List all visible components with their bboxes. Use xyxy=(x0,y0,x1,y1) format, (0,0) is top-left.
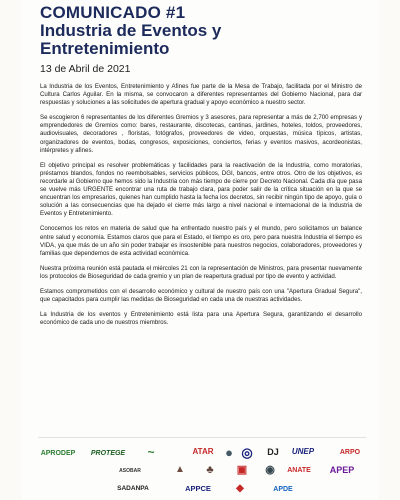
logo-dj: DJ xyxy=(267,446,279,457)
logo-diamond: ◆ xyxy=(236,483,244,494)
paragraph: Conocemos los retos en materia de salud que ha enfrentado nuestro país y el mundo, pero solicitamos un balance entre salud y economía. Estamos claros que para el Estado, el tiempo es oro, pero para nuestra Industria el tiempo es VIDA, ya que más de un año sin poder trabajar es insostenible para nuestros negocios, colaboradores, proveedores y familias que dependemos de esta actividad económica. xyxy=(40,225,362,257)
document-title: COMUNICADO #1 xyxy=(40,3,186,22)
logo-circle: ◉ xyxy=(265,463,275,476)
logo-aprodep: APRODEP xyxy=(40,449,76,457)
document-subtitle-line2: Entretenimiento xyxy=(40,39,170,58)
logo-unep: UNEP xyxy=(291,447,315,456)
logo-mark: ~ xyxy=(147,445,155,459)
paragraph: El objetivo principal es resolver problemáticas y facilidades para la reactivación de la Industria, como moratorias, préstamos blandos, fondos no reembolsables, servicios públicos, DGI, bancos, entre otros. Otro de los objetivos, es recordarle al Gobierno que hemos sido la Industria con más tiempo de cierre por Decreto Nacional. Cada día que pasa se vuelve más URGENTE encontrar una ruta de trabajo clara, para poder salir de la crítica situación en la que se encuentran los empresarios, quienes han cumplido hasta la fecha los decretos, sin recibir ningún tipo de apoyo, guía o solución a las consecuencias que ha dejado el cierre más largo a nivel nacional e internacional de la Industria de Eventos y Entretenimiento. xyxy=(40,161,362,218)
paragraph: Estamos comprometidos con el desarrollo económico y cultural de nuestro país con una "Apertura Gradual Segura", que capacitados para cumplir las medidas de Bioseguridad en cada una de nuestras actividades. xyxy=(40,287,362,304)
logo-triangle: ▲ xyxy=(175,464,185,475)
logo-atar: ATAR xyxy=(192,447,214,456)
document-subtitle-line1: Industria de Eventos y xyxy=(40,21,222,40)
logo-emblem: ◎ xyxy=(241,444,253,460)
footer-divider xyxy=(38,437,366,438)
logo-badge: ● xyxy=(225,444,233,460)
logo-square: ▣ xyxy=(236,463,248,476)
logo-appce: APPCE xyxy=(185,484,211,494)
paragraph: Se escogieron 6 representantes de los diferentes Gremios y 3 asesores, para representar a más de 2,700 empresas y emprendedores de Gremios como: bares, restaurante, discotecas, cantinas, jardines, hoteles, toldos, proveedores, audiovisuales, decoradores , floristas, fotógrafos, proveedores de video, orquestas, música típicos, artistas, organizadores de eventos, bodas, congresos, exposiciones, conciertos, ferias y eventos masivos, acordeonistas, intérpretes y afines. xyxy=(40,114,362,154)
document-date: 13 de Abril de 2021 xyxy=(40,63,131,75)
logo-asobar: ASOBAR xyxy=(119,467,141,474)
document-body xyxy=(40,83,362,334)
paragraph: La Industria de los Eventos, Entretenimiento y Afines fue parte de la Mesa de Trabajo, facilitada por el Ministro de Cultura Carlos Aguilar. En la misma, se convocaron a diferentes representantes del Gobierno Nacional, para dar respuestas y soluciones a las solicitudes de apertura gradual y apoyo económico a nuestro sector. xyxy=(40,83,362,107)
logo-apde: APDE xyxy=(273,485,293,493)
logo-sadanpa: SADANPA xyxy=(117,484,149,492)
paragraph: La Industria de los eventos y Entretenimiento está lista para una Apertura Segura, garantizando el desarrollo económico de cada uno de nuestros miembros. xyxy=(40,311,362,327)
logo-arpo: ARPO xyxy=(339,448,361,456)
paragraph: Nuestra próxima reunión está pautada el miércoles 21 con la representación de Ministros, para presentar nuevamente los protocolos de Bioseguridad de cada gremio y un plan de reapertura gradual por tipo de evento y actividad. xyxy=(40,264,362,280)
logo-club: ♣ xyxy=(206,463,214,476)
member-logos-strip xyxy=(36,441,368,498)
logo-protege: PROTEGE xyxy=(90,449,126,457)
logo-apep: APEP xyxy=(329,464,355,475)
logo-anate: ANATE xyxy=(287,466,311,474)
